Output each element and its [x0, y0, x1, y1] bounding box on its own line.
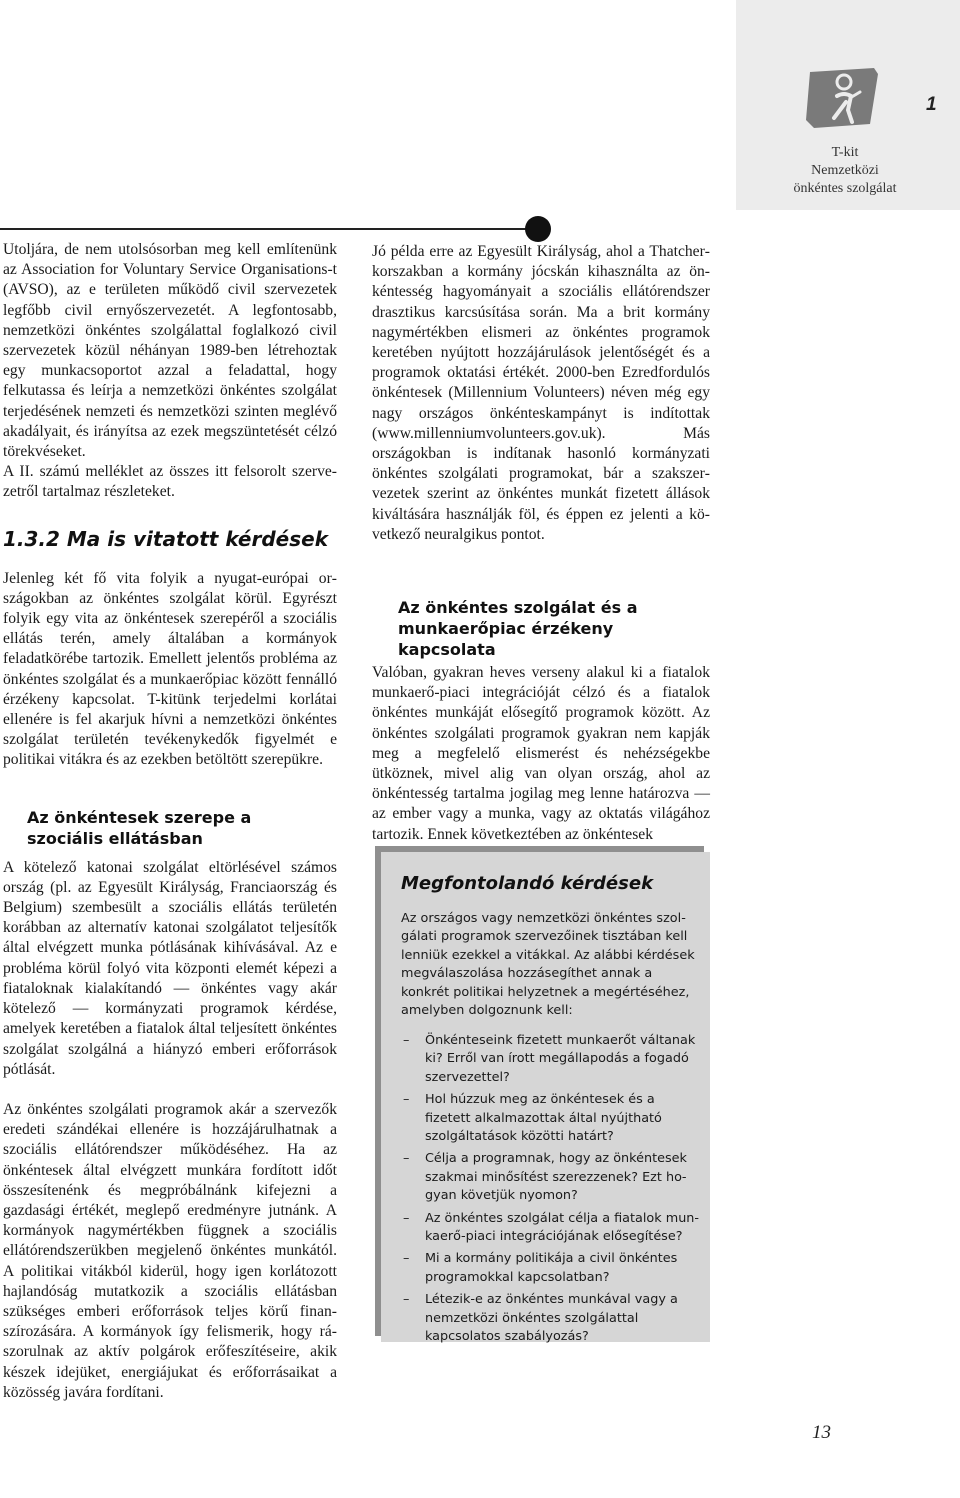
labour-paragraph: Valóban, gyakran heves verseny alakul ki a fiatalok munkaerő-piaci integrációját célzó és a fiatalok önkéntes munkáját elősegítő programok között. Az önkéntes szolgálati programok gyakran nem kapják meg a megfelelő elismerést és nehézségekbe ütköznek, mivel alig van olyan ország, ahol az önkéntesség tartalma jogilag meg lenne határozva — az ember vagy a munka, vagy az oktatás világához tartozik. Ennek következtében az önkéntesek — [372, 664, 710, 843]
question-text: Célja a programnak, hogy az önkéntesek szakmai minősítést szerezzenek? Ezt hogyan követjük nyomon? — [425, 1151, 687, 1204]
list-item — [401, 1250, 701, 1287]
question-text: Önkénteseink fizetett munkaerőt váltanak ki? Erről van írott megállapodás a fogadó szervezettel? — [425, 1033, 696, 1085]
rule-dot — [525, 216, 551, 242]
question-list — [401, 1032, 701, 1351]
dash-marker: – — [403, 1251, 410, 1267]
question-text: Mi a kormány politikája a civil önkéntes programokkal kapcsolatban? — [425, 1251, 678, 1285]
left-column — [3, 240, 337, 1403]
section-paragraph: Jelenleg két fő vita folyik a nyugat-európai országokban az önkéntes szolgálat körül. Egyrészt folyik egy vita az önkéntesek szerepéről a szociális ellátás terén, amely általában a kormányok feladatkörébe tartozik. Emellett jelentős probléma az önkéntes szolgálat és a munkaerőpiac között fennálló érzékeny kapcsolat. T-kitünk terjedelmi korlátai ellenére is fel akarjuk hívni a nemzetközi önkéntes szolgálat területén tevékenykedők figyelmét e politikai vitákra és az ezekben betöltött szerepükre. — [3, 569, 337, 769]
list-item — [401, 1210, 701, 1247]
section-title: 1.3.2 Ma is vitatott kérdések — [3, 526, 328, 551]
dash-marker: – — [403, 1033, 410, 1048]
subsection-paragraph: Az önkéntes szolgálati programok akár a szervezők eredeti szándékai ellenére is hozzájárulhatnak a szociális ellátórendszer működéséhez. Ha az önkéntesek által elvégzett munkára fordított időt összesítenénk és megpróbálnánk kifejezni a gazdasági értékét, meglepő eredményre jutnánk. A kormányok nagymértékben függnek a szociális ellátórendszerükben megjelenő önkéntes munkától. A politikai vitákból kiderül, hogy igen korlátozott hajlandóság mutatkozik a szociális ellátásban szükséges emberi erőforrások teljes körű finanszírozására. A kormányok így felismerik, hogy rászorulnak az aktív polgárok erőfeszítéseire, akik készek idejüket, energiájukat és erőforrásaikat a közösség javára fordítani. — [3, 1100, 337, 1401]
tkit-caption — [760, 144, 930, 198]
question-text: Az önkéntes szolgálat célja a fiatalok munkaerő-piaci integrációjának elősegítése? — [425, 1210, 700, 1245]
annex-paragraph: A II. számú melléklet az összes itt felsorolt szervezetről tartalmaz részleteket. — [3, 463, 337, 501]
dash-marker: – — [403, 1210, 410, 1226]
list-item — [401, 1091, 701, 1146]
list-item — [401, 1032, 701, 1087]
labour-title: Az önkéntes szolgálat és a — [398, 598, 638, 618]
subsection-title: Az önkéntesek szerepe a — [27, 807, 252, 827]
dash-marker: – — [403, 1092, 410, 1108]
tkit-line: T-kit — [831, 145, 859, 160]
page-number: 13 — [812, 1422, 831, 1443]
list-item — [401, 1291, 701, 1346]
intro-paragraph: Utoljára, de nem utolsósorban meg kell említenünk az Association for Voluntary Service Organisations-t (AVSO), az e területen működő civil szervezetek legfőbb civil ernyőszervezetét. A legfontosabb, nemzetközi önkéntes szolgálattal foglalkozó civil szervezetek közül néhányan 1989-ben létrehoztak egy munkacsoportot azzal a feladattal, hogy felkutassa és leírja a nemzetközi önkéntes szolgálat terjedésének nemzeti és nemzetközi szinten meglévő akadályait, és irányítsa az ezek megszüntetését célzó törekvéseket. — [3, 241, 337, 461]
question-text: Létezik-e az önkéntes munkával vagy a nemzetközi önkéntes szolgálattal kapcsolatos szabályozás? — [425, 1292, 678, 1345]
subsection-paragraph: A kötelező katonai szolgálat eltörlésével számos ország (pl. az Egyesült Királyság, Franciaország és Belgium) szembesült a szociális ellátás területén korábban az alternatív katonai szolgálatot teljesítők által elvégzett munka pótlásának kihívásával. Az e probléma körül folyó vita központi elemét képezi a fiataloknak kialakítandó — önkéntes vagy akár kötelező — kormányzati programok kérdése, amelyek keretében a fiatalok által teljesített önkéntes szolgálat szolgálná a hiányzó emberi erőforrások pótlását. — [3, 858, 337, 1078]
list-item — [401, 1150, 701, 1205]
header-rule — [0, 228, 538, 230]
question-text: Hol húzzuk meg az önkéntesek és a fizetett alkalmazottak által nyújtható szolgáltatások közötti határt? — [425, 1092, 662, 1145]
uk-paragraph: Jó példa erre az Egyesült Királyság, ahol a Thatcherkorszakban a kormány jócskán kihasználta az önkéntesség hagyományait a szociális ellátórendszer drasztikus karcsúsítása során. Ma a brit kormány nagymértékben elismeri az önkéntes programok keretében nyújtott hozzájárulások jelentőségét és a programok oktatási értékét. 2000-ben Ezredfordulós önkéntesek (Millennium Volunteers) néven még egy nagy országos önkénteskampányt is indítottak (www.millenniumvolunteers.gov.uk). Más országokban is indítanak hasonló kormányzati önkéntes szolgálati programokat, bár a szakszervezetek szerint az önkéntes munkát fizetett állások kiváltására használják föl, és éppen ez jelenti a következő neuralgikus pontot. — [372, 243, 710, 543]
chapter-number: 1 — [926, 94, 937, 115]
labour-title: munkaerőpiac érzékeny kapcsolata — [398, 619, 614, 660]
subsection-title: szociális ellátásban — [27, 828, 203, 848]
box-title: Megfontolandó kérdések — [401, 873, 654, 894]
tkit-line: Nemzetközi — [811, 163, 879, 178]
tkit-line: önkéntes szolgálat — [793, 181, 897, 196]
box-intro: Az országos vagy nemzetközi önkéntes szolgálati programok szervezőinek tisztában kell lenniük ezekkel a vitákkal. Az alábbi kérdések megválaszolása hozzásegíthet annak a konkrét politikai helyzetnek a megértéséhez, amelyben dolgoznunk kell: — [401, 911, 695, 1019]
dash-marker: – — [403, 1292, 410, 1308]
dash-marker: – — [403, 1151, 410, 1167]
tkit-logo-icon — [804, 66, 884, 130]
right-column — [372, 242, 710, 845]
